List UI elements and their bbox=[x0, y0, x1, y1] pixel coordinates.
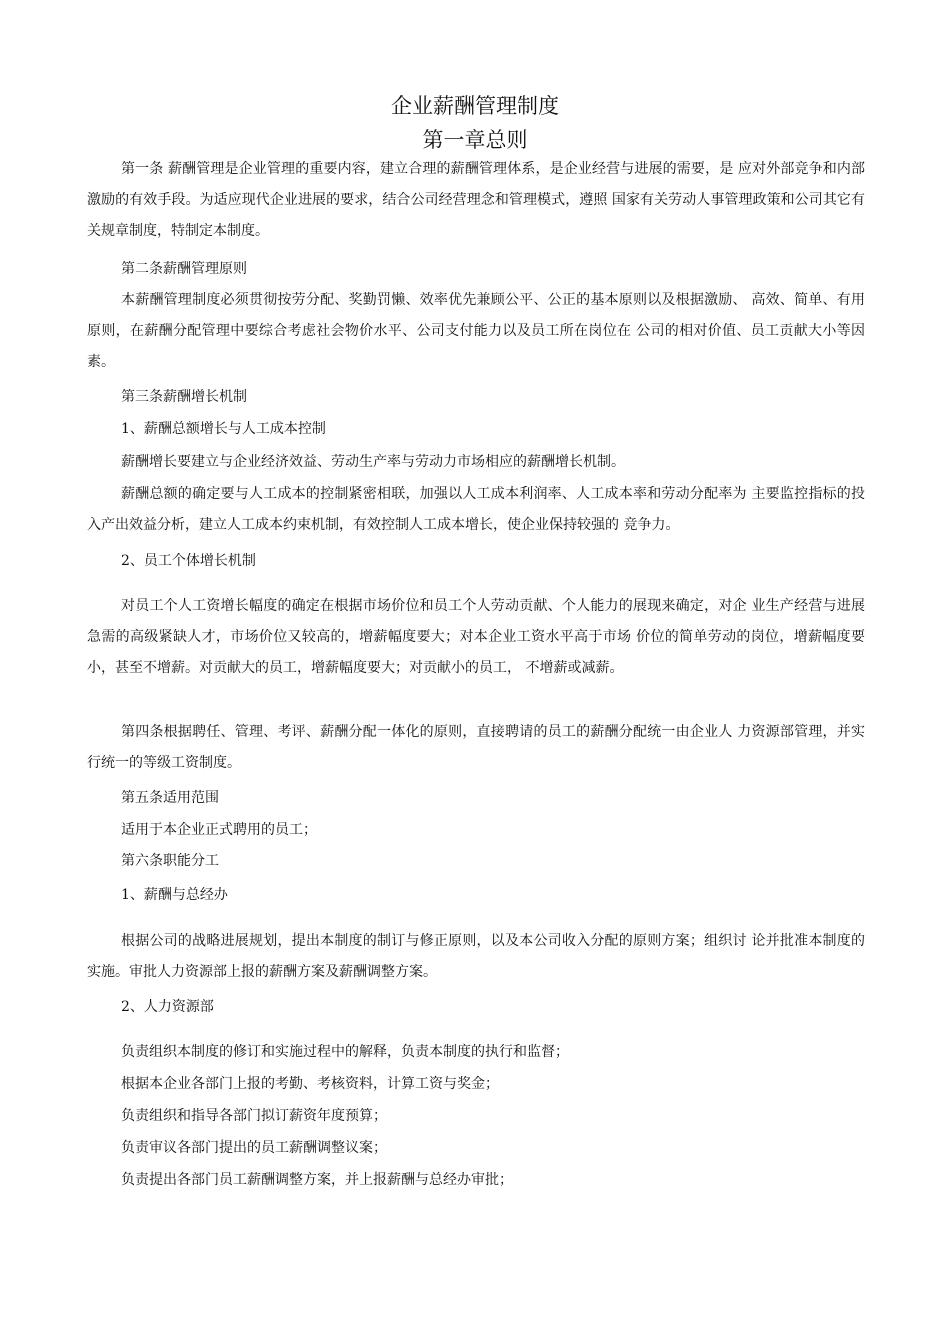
section-6-2-heading: 2、人力资源部 bbox=[121, 999, 214, 1015]
section-3-2-heading: 2、员工个体增长机制 bbox=[121, 553, 256, 569]
hr-duty-4: 负责审议各部门提出的员工薪酬调整议案； bbox=[121, 1140, 387, 1156]
section-3-1-paragraph-a: 薪酬增长要建立与企业经济效益、劳动生产率与劳动力市场相应的薪酬增长机制。 bbox=[121, 454, 625, 470]
section-3-1-paragraph-b: 薪酬总额的确定要与人工成本的控制紧密相联，加强以人工成本利润率、人工成本率和劳动分配率为 主要监控指标的投入产出效益分析，建立人工成本约束机制，有效控制人工成本增长，使企业保持较强的 竞争力。 bbox=[87, 486, 865, 533]
hr-duty-1: 负责组织本制度的修订和实施过程中的解释，负责本制度的执行和监督； bbox=[121, 1044, 569, 1060]
article-2-heading: 第二条薪酬管理原则 bbox=[121, 261, 247, 277]
hr-duty-5: 负责提出各部门员工薪酬调整方案，并上报薪酬与总经办审批； bbox=[121, 1172, 513, 1188]
chapter-heading: 第一章总则 bbox=[422, 128, 528, 152]
article-1-paragraph: 第一条 薪酬管理是企业管理的重要内容，建立合理的薪酬管理体系，是企业经营与进展的需要，是 应对外部竞争和内部激励的有效手段。为适应现代企业进展的要求，结合公司经营理念和管理模式，遵照 国家有关劳动人事管理政策和公司其它有关规章制度，特制定本制度。 bbox=[87, 161, 865, 239]
article-5-heading: 第五条适用范围 bbox=[121, 790, 219, 806]
hr-duty-3: 负责组织和指导各部门拟订薪资年度预算； bbox=[121, 1108, 387, 1124]
document-title: 企业薪酬管理制度 bbox=[391, 94, 559, 118]
article-3-heading: 第三条薪酬增长机制 bbox=[121, 389, 247, 405]
section-3-1-heading: 1、薪酬总额增长与人工成本控制 bbox=[121, 421, 326, 437]
hr-duty-2: 根据本企业各部门上报的考勤、考核资料，计算工资与奖金； bbox=[121, 1076, 499, 1092]
section-6-1-paragraph: 根据公司的战略进展规划，提出本制度的制订与修正原则，以及本公司收入分配的原则方案；组织讨 论并批准本制度的实施。审批人力资源部上报的薪酬方案及薪酬调整方案。 bbox=[87, 933, 865, 980]
article-6-heading: 第六条职能分工 bbox=[121, 853, 219, 869]
article-5-paragraph: 适用于本企业正式聘用的员工； bbox=[121, 822, 317, 838]
section-6-1-heading: 1、薪酬与总经办 bbox=[121, 887, 228, 903]
article-4-paragraph: 第四条根据聘任、管理、考评、薪酬分配一体化的原则，直接聘请的员工的薪酬分配统一由企业人 力资源部管理，并实行统一的等级工资制度。 bbox=[87, 724, 865, 771]
article-2-paragraph: 本薪酬管理制度必须贯彻按劳分配、奖勤罚懒、效率优先兼顾公平、公正的基本原则以及根据激励、 高效、简单、有用原则，在薪酬分配管理中要综合考虑社会物价水平、公司支付能力以及员工所在岗位在 公司的相对价值、员工贡献大小等因素。 bbox=[87, 292, 865, 370]
section-3-2-paragraph: 对员工个人工资增长幅度的确定在根据市场价位和员工个人劳动贡献、个人能力的展现来确定，对企 业生产经营与进展急需的高级紧缺人才，市场价位又较高的，增薪幅度要大；对本企业工资水平高于市场 价位的简单劳动的岗位，增薪幅度要小，甚至不增薪。对贡献大的员工，增薪幅度要大；对贡献小的员工， 不增薪或减薪。 bbox=[87, 598, 865, 676]
